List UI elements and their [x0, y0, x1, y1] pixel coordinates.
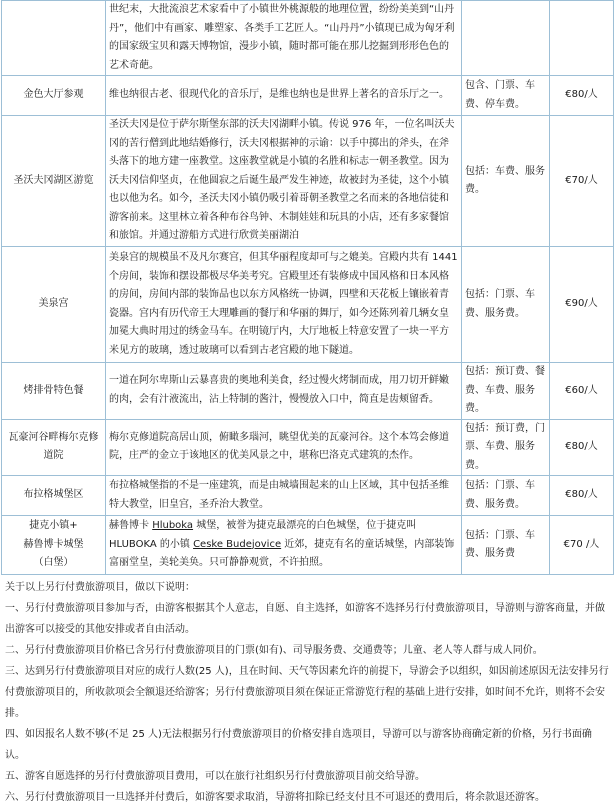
table-row — [2, 516, 614, 575]
tour-description: 梅尔克修道院高居山顶，俯瞰多瑙河，眺望优美的瓦豪河谷。这个本笃会修道院，庄严的金立于该地区的优美风景之中，堪称巴洛克式建筑的杰作。 — [106, 419, 462, 476]
tour-price — [550, 1, 614, 76]
tour-name-line: 捷克小镇+ — [29, 520, 78, 532]
note-item: 二、另行付费旅游项目价格已含另行付费旅游项目的门票(如有)、司导服务费、交通费等；儿童、老人等人群与成人同价。 — [5, 645, 543, 656]
note-item: 四、如因报名人数不够(不足 25 人)无法根据另行付费旅游项目的价格安排自选项目，导游可以与游客协商确定新的价格，另行书面确认。 — [5, 729, 592, 761]
notes-heading: 关于以上另行付费旅游项目，做以下说明： — [5, 582, 195, 593]
tour-inclusions: 包括：预订费、餐费、车费、服务费。 — [462, 363, 550, 420]
tour-description: 圣沃夫冈是位于萨尔斯堡东部的沃夫冈湖畔小镇。传说 976 年，一位名叫沃夫冈的苦行僧到此地结婚修行，沃夫冈根据神的示谕：以手中掷出的斧头，在斧头落下的地方建一座教堂。这座教堂就是小镇的名胜和标志一朝圣教堂。因为沃夫冈信仰坚贞，在他圆寂之后诞生最严发生神迹，故被封为圣徒，这个小镇也以他为名。如今，圣沃夫冈小镇仍吸引着哥朝圣教堂之名而来的各地信徒和游客前来。这里林立着各种布谷鸟钟、木制娃娃和玩具的小店，还有多家餐馆和旅馆。并通过游船方式进行欣赏美丽湖泊 — [106, 116, 462, 247]
table-row — [2, 116, 614, 247]
tour-name: 烤排骨特色餐 — [2, 363, 106, 420]
tour-name: 瓦豪河谷畔梅尔克修道院 — [2, 419, 106, 476]
tour-inclusions: 包括：门票、车费、服务费。 — [462, 476, 550, 516]
notes-section — [0, 575, 614, 808]
table-row — [2, 363, 614, 420]
tour-name: 美泉宫 — [2, 247, 106, 363]
tour-name: 圣沃夫冈湖区游览 — [2, 116, 106, 247]
tour-name-line: 赫鲁博卡城堡 — [23, 538, 84, 550]
table-row — [2, 247, 614, 363]
tour-price: €80/人 — [550, 476, 614, 516]
tour-inclusions: 包含、门票、车费、停车费。 — [462, 76, 550, 116]
tour-price: €80/人 — [550, 419, 614, 476]
tour-name — [2, 1, 106, 76]
tour-description: 美泉宫的规模虽不及凡尔赛宫，但其华丽程度却可与之媲美。宫殿内共有 1441 个房间，装饰和摆设都极尽华美考究。宫殿里还有装修成中国风格和日本风格的房间，房间内部的装饰品也以东方风格统一协调，四壁和天花板上镶嵌着青瓷器。宫内有历代帝王大理雕画的餐厅和华丽的舞厅，如今还陈列着几辆女皇加冕大典时用过的绣金马车。在明镜厅内，大厅地板上特意安置了一块一平方米见方的玻璃，透过玻璃可以看到古老宫殿的地下隧道。 — [106, 247, 462, 363]
note-item: 三、达到另行付费旅游项目对应的成行人数(25 人)，且在时间、天气等因素允许的前提下，导游会予以组织，如因前述原因无法安排另行付费旅游项目的，所收款项会全额退还给游客；另行付费旅游项目须在保证正常游览行程的基础上进行安排，如时间不允许，则将不会安排。 — [5, 666, 609, 719]
table-row — [2, 76, 614, 116]
tour-description: 世纪末，大批流浪艺术家看中了小镇世外桃源般的地理位置，纷纷美美到“山丹丹”，他们中有画家、雕塑家、各类手工艺匠人。“山丹丹”小镇现已成为匈牙利的国家级宝贝和露天博物馆，漫步小镇，随时都可能在那儿挖掘到形形色色的艺术奇葩。 — [106, 1, 462, 76]
tour-name: 布拉格城堡区 — [2, 476, 106, 516]
tour-price: €70/人 — [550, 116, 614, 247]
table-row — [2, 1, 614, 76]
note-item: 一、另行付费旅游项目参加与否，由游客根据其个人意志，自愿、自主选择，如游客不选择另行付费旅游项目，导游则与游客商量，并做出游客可以接受的其他安排或者自由活动。 — [5, 603, 605, 635]
tour-inclusions: 包括：车费、服务费。 — [462, 116, 550, 247]
tour-price: €80/人 — [550, 76, 614, 116]
tour-name-line: （白堡） — [33, 557, 74, 569]
tour-price: €70 /人 — [550, 516, 614, 575]
link-hluboka[interactable]: Hluboka — [152, 520, 194, 532]
tour-price: €60/人 — [550, 363, 614, 420]
tour-description: 赫鲁博卡 Hluboka 城堡，被誉为捷克最漂亮的白色城堡，位于捷克叫 HLUBOKA 的小镇 Ceske Budejovice 近郊，捷克有名的童话城堡，内部装饰富丽堂皇，美轮美奂。只可静静观赏，不许拍照。 — [106, 516, 462, 575]
note-item: 五、游客自愿选择的另行付费旅游项目费用，可以在旅行社组织另行付费旅游项目前交给导游。 — [5, 771, 425, 782]
tour-price: €90/人 — [550, 247, 614, 363]
table-row — [2, 419, 614, 476]
tour-name: 金色大厅参观 — [2, 76, 106, 116]
tour-description: 布拉格城堡指的不是一座建筑，而是由城墙围起来的山上区域，其中包括圣维特大教堂，旧皇宫，圣乔治大教堂。 — [106, 476, 462, 516]
table-row — [2, 476, 614, 516]
tour-inclusions: 包括：门票、车费、服务费 — [462, 516, 550, 575]
tour-inclusions: 包括：门票、车费、服务费。 — [462, 247, 550, 363]
note-item: 六、另行付费旅游项目一旦选择并付费后，如游客要求取消，导游将扣除已经支付且不可退还的费用后，将余款退还游客。 — [5, 792, 545, 803]
tour-name — [2, 516, 106, 575]
link-ceske-budejovice[interactable]: Ceske Budejovice — [193, 538, 282, 550]
tour-inclusions: 包括：预订费，门票、车费、服务费。 — [462, 419, 550, 476]
tour-inclusions — [462, 1, 550, 76]
tour-description: 一道在阿尔卑斯山云暴喜贵的奥地利美食，经过慢火烤制而成，用刀切开鲜嫩的肉，会有汁液流出，沾上特制的酱汁，慢慢放入口中，简直是齿颊留香。 — [106, 363, 462, 420]
optional-tours-table — [1, 0, 614, 575]
tour-description: 维也纳很古老、很现代化的音乐厅，是维也纳也是世界上著名的音乐厅之一。 — [106, 76, 462, 116]
